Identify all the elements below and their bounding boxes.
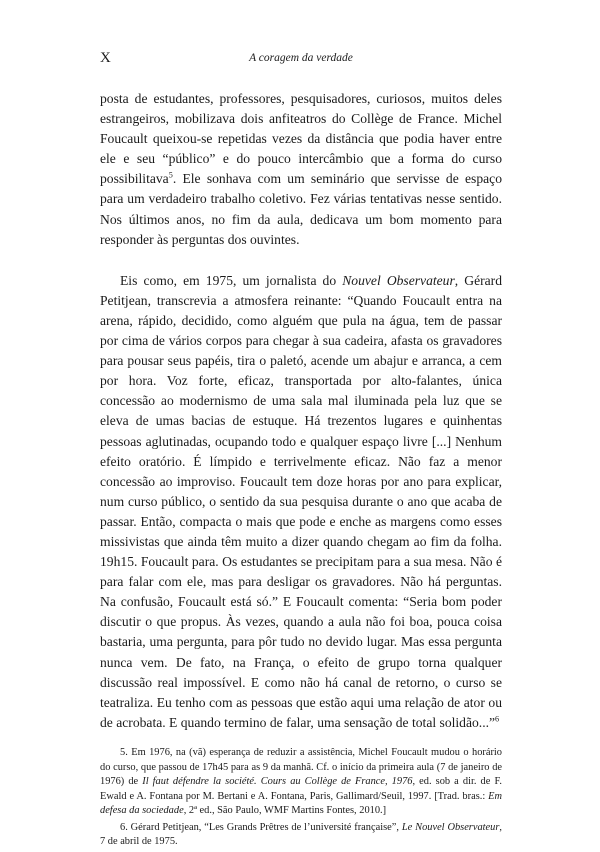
footnote-6: [100, 821, 502, 850]
text-run: 6. Gérard Petitjean, “Les Grands Prêtres de l’université française”,: [120, 821, 402, 833]
footnotes: [100, 746, 502, 850]
text-run: , ed. sob a dir. de F. Ewald e A. Fontana por M. Bertani e A. Fontana, Paris, Gallimard/Seuil, 1997. [Trad. bras.:: [100, 776, 502, 802]
italic-title: Em defesa da sociedade: [100, 790, 502, 817]
text-run: posta de estudantes, professores, pesquisadores, curiosos, muitos deles estrangeiros, mobilizava dois anfiteatros do Collège de France. Michel Foucault queixou-se repetidas vezes da distância que podia haver entre ele e seu “público” e do pouco intercâmbio que a forma do curso possibilitava: [100, 91, 502, 187]
footnote-5: [100, 746, 502, 819]
paragraph-2: [100, 271, 502, 733]
text-run: , 7 de abril de 1975.: [100, 821, 503, 848]
italic-title: Le Nouvel Observateur: [401, 821, 500, 833]
page-number: X: [100, 50, 112, 66]
text-run: 5. Em 1976, na (vã) esperança de reduzir a assistência, Michel Foucault mudou o horário do curso, que passou de 17h45 para as 9 da manhã. Cf. o início da primeira aula (7 de janeiro de 1976) de: [100, 746, 502, 788]
footnote-ref: 6: [495, 714, 500, 724]
page-header: [100, 50, 502, 72]
body-text: [100, 89, 502, 733]
italic-title: Nouvel Observateur: [342, 272, 455, 288]
text-run: Eis como, em 1975, um jornalista do: [120, 272, 343, 288]
running-title: A coragem da verdade: [249, 52, 353, 64]
paragraph-1: [100, 89, 502, 250]
text-run: , 2ª ed., São Paulo, WMF Martins Fontes, 2010.]: [183, 805, 387, 817]
book-page: [100, 50, 502, 852]
italic-title: Il faut défendre la société. Cours au Collège de France, 1976: [142, 776, 413, 788]
text-run: , Gérard Petitjean, transcrevia a atmosfera reinante: “Quando Foucault entra na arena, rápido, decidido, como alguém que pula na água, tem de passar por cima de vários corpos para chegar à sua cadeira, afasta os gravadores para pousar seus papéis, tira o paletó, acende um abajur e arranca, a cem por hora. Voz forte, eficaz, transportada por alto-falantes, única concessão ao modernismo de uma sala mal iluminada pela luz que se eleva de umas bacias de estuque. Há trezentos lugares e quinhentas pessoas aglutinadas, ocupando todo e qualquer espaço livre [...] Nenhum efeito oratório. É límpido e terrivelmente eficaz. Não faz a menor concessão ao improviso. Foucault tem doze horas por ano para explicar, num curso público, o sentido da sua pesquisa durante o ano que acaba de passar. Então, compacta o mais que pode e enche as margens como esses missivistas que ainda têm muito a dizer quando chegam ao fim da folha. 19h15. Foucault para. Os estudantes se precipitam para a sua mesa. Não é para falar com ele, mas para desligar os gravadores. Não há perguntas. Na confusão, Foucault está só.” E Foucault comenta: “Seria bom poder discutir o que propus. Às vezes, quando a aula não foi boa, pouca coisa bastaria, uma pergunta, para pôr tudo no devido lugar. Mas essa pergunta nunca vem. De fato, na França, o efeito de grupo torna qualquer discussão real impossível. E como não há canal de retorno, o curso se teatraliza. Eu tenho com as pessoas que estão aqui uma relação de ator ou de acrobata. E quando termino de falar, uma sensação de total solidão...”: [100, 272, 502, 730]
footnote-ref: 5: [168, 170, 173, 180]
text-run: . Ele sonhava com um seminário que servisse de espaço para um verdadeiro trabalho coletivo. Fez várias tentativas nesse sentido. Nos últimos anos, no fim da aula, dedicava um bom momento para responder às perguntas dos ouvintes.: [100, 171, 502, 247]
